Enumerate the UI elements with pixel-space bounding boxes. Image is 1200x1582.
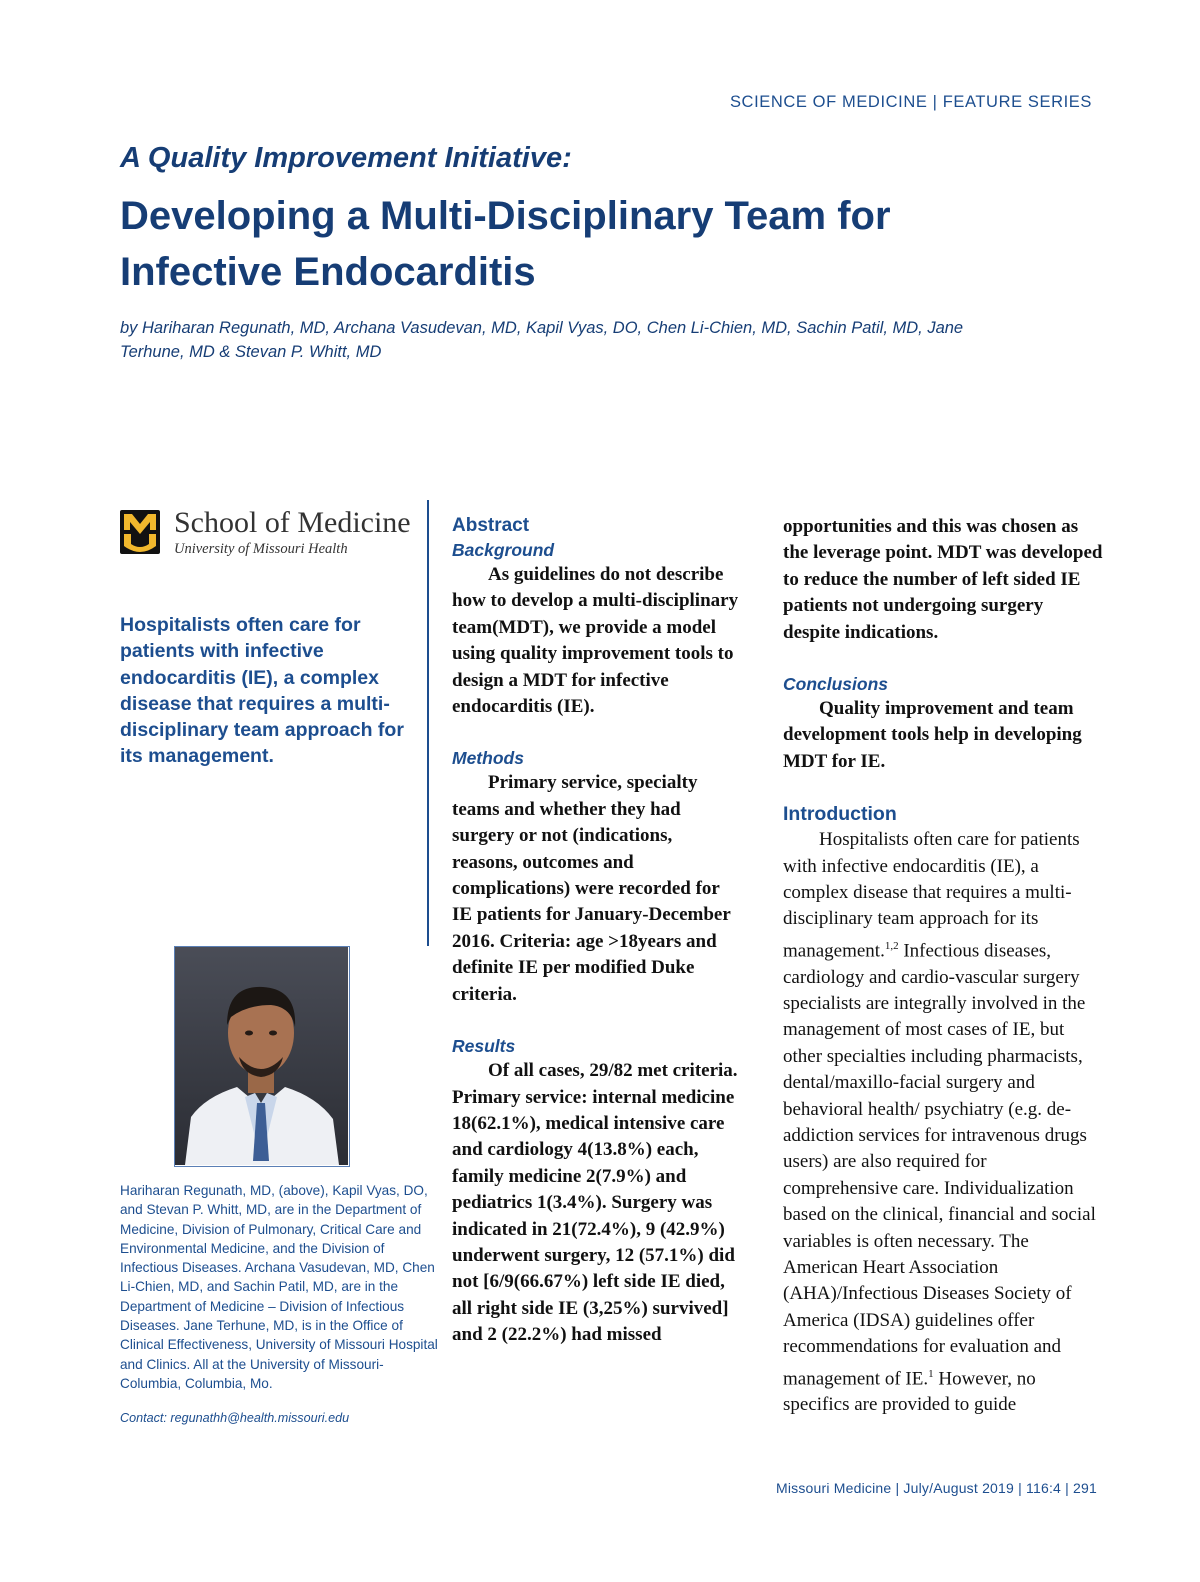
logo-school-name: School of Medicine xyxy=(174,506,411,539)
background-heading: Background xyxy=(452,540,555,560)
author-byline: by Hariharan Regunath, MD, Archana Vasudevan, MD, Kapil Vyas, DO, Chen Li-Chien, MD, Sachin Patil, MD, Jane Terhune, MD & Stevan P. Whitt, MD xyxy=(120,319,964,361)
results-continued-text: opportunities and this was chosen as the leverage point. MDT was developed to reduce the number of left sided IE patients not undergoing surgery despite indications. xyxy=(783,516,1103,643)
abstract-heading: Abstract xyxy=(452,515,530,536)
column-divider xyxy=(427,500,429,946)
conclusions-text: Quality improvement and team development tools help in developing MDT for IE. xyxy=(783,698,1082,772)
methods-text: Primary service, specialty teams and whether they had surgery or not (indications, reasons, outcomes and complications) were recorded for IE patients for January-December 2016. Criteria: age >18years and definite IE per modified Duke criteria. xyxy=(452,772,731,1005)
right-column xyxy=(783,514,1103,1419)
pull-quote: Hospitalists often care for patients with infective endocarditis (IE), a complex disease that requires a multi-disciplinary team approach for its management. xyxy=(120,614,404,768)
page-footer: Missouri Medicine | July/August 2019 | 116:4 | 291 xyxy=(775,1480,1097,1496)
introduction-text xyxy=(783,827,1103,1419)
intro-text-part-3: However, no specifics are provided to guide xyxy=(783,1368,1036,1416)
article-kicker: A Quality Improvement Initiative: xyxy=(120,142,572,174)
abstract-column xyxy=(452,514,742,1349)
intro-text-part-1: Hospitalists often care for patients with infective endocarditis (IE), a complex disease that requires a multi-disciplinary team approach for its management. xyxy=(783,829,1080,962)
school-logo xyxy=(120,506,420,562)
series-label: SCIENCE OF MEDICINE | FEATURE SERIES xyxy=(729,93,1092,111)
author-photo xyxy=(174,946,350,1167)
author-bio: Hariharan Regunath, MD, (above), Kapil Vyas, DO, and Stevan P. Whitt, MD, are in the Department of Medicine, Division of Pulmonary, Critical Care and Environmental Medicine, and the Division of Infectious Diseases. Archana Vasudevan, MD, Chen Li-Chien, MD, and Sachin Patil, MD, are in the Department of Medicine – Division of Infectious Diseases. Jane Terhune, MD, is in the Office of Clinical Effectiveness, University of Missouri Hospital and Clinics. All at the University of Missouri-Columbia, Columbia, Mo. xyxy=(120,1183,438,1391)
methods-heading: Methods xyxy=(452,748,524,769)
intro-reference-1: 1,2 xyxy=(884,939,899,952)
background-text: As guidelines do not describe how to develop a multi-disciplinary team(MDT), we provide a model using quality improvement tools to design a MDT for infective endocarditis (IE). xyxy=(452,564,739,718)
introduction-heading: Introduction xyxy=(783,803,897,826)
intro-reference-2: 1 xyxy=(928,1367,934,1380)
results-heading: Results xyxy=(452,1036,516,1057)
conclusions-heading: Conclusions xyxy=(783,674,889,695)
article-title: Developing a Multi-Disciplinary Team for Infective Endocarditis xyxy=(120,194,891,294)
logo-subtitle: University of Missouri Health xyxy=(174,541,348,557)
mu-logo-icon xyxy=(120,510,160,554)
results-text: Of all cases, 29/82 met criteria. Primary service: internal medicine 18(62.1%), medical intensive care and cardiology 4(13.8%) each, family medicine 2(7.9%) and pediatrics 1(3.4%). Surgery was indicated in 21(72.4%), 9 (42.9%) underwent surgery, 12 (57.1%) did not [6/9(66.67%) left side IE died, all right side IE (3,25%) survived] and 2 (22.2%) had missed xyxy=(452,1060,738,1346)
contact-email: Contact: regunathh@health.missouri.edu xyxy=(120,1411,350,1425)
intro-text-part-2: Infectious diseases, cardiology and cardio-vascular surgery specialists are integrally involved in the management of most cases of IE, but other specialties including pharmacists, dental/maxillo-facial surgery and behavioral health/ psychiatry (e.g. de-addiction services for intravenous drugs users) are also required for comprehensive care. Individualization based on the clinical, financial and social variables is often necessary. The American Heart Association (AHA)/Infectious Diseases Society of America (IDSA) guidelines offer recommendations for evaluation and management of IE. xyxy=(783,940,1096,1390)
